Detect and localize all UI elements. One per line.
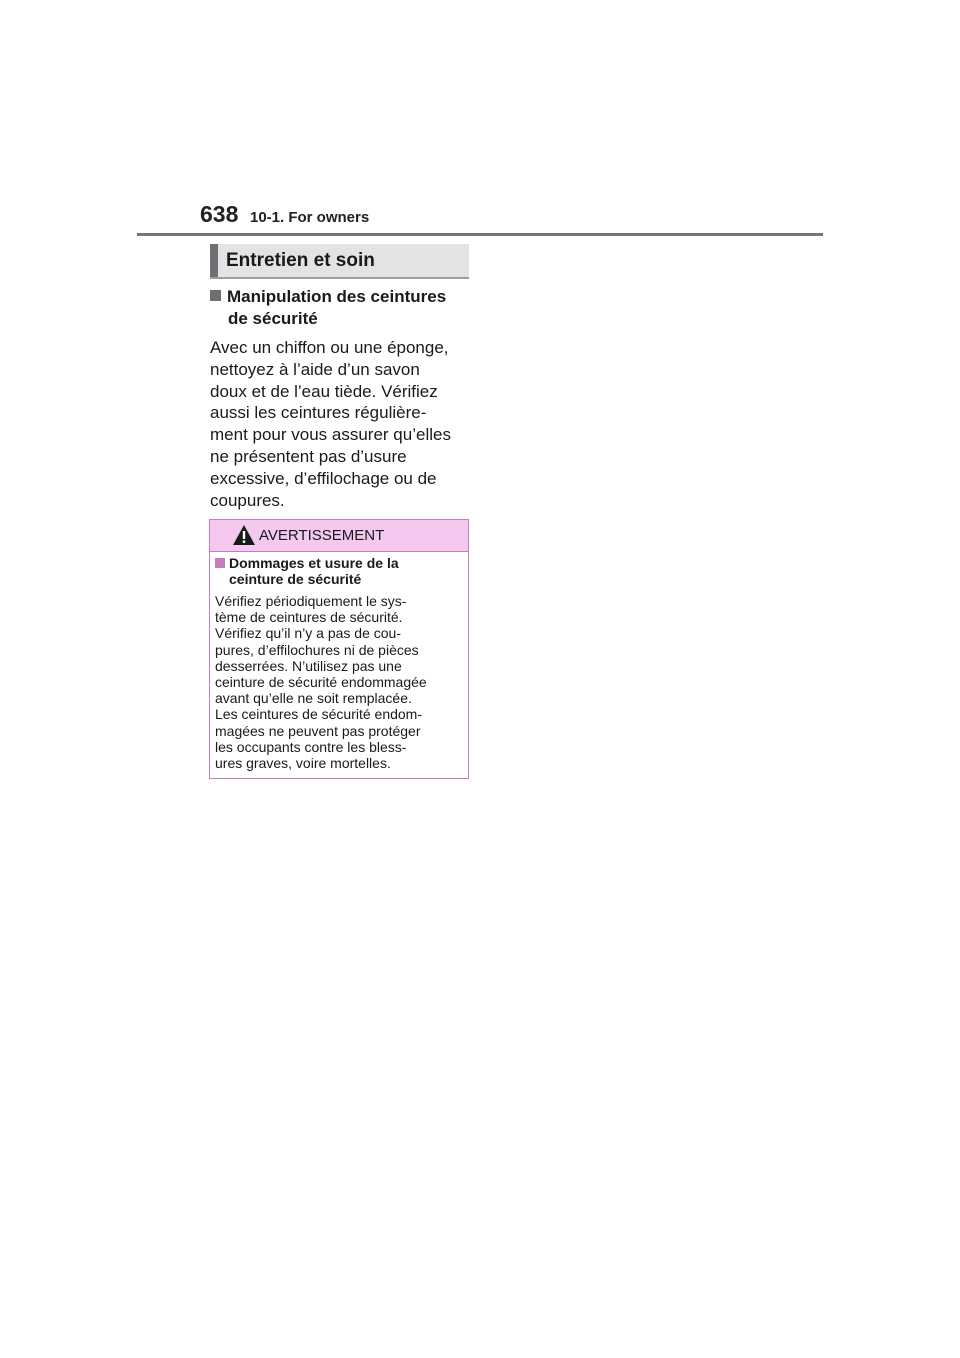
warning-header [210,520,468,552]
warning-heading-line2: ceinture de sécurité [229,571,362,587]
warning-heading-line1: Dommages et usure de la [229,555,399,571]
subsection-heading-line1: Manipulation des ceintures [227,287,447,306]
body-paragraph: Avec un chiffon ou une éponge, nettoyez à l’aide d’un savon doux et de l’eau tiède. Vérifiez aussi les ceintures régulière- ment pour vous assurer qu’elles ne présentent pas d’usure excessive, d’effilochage ou de coupures. [210,338,451,510]
warning-title: AVERTISSEMENT [259,527,385,544]
running-head: 10-1. For owners [250,209,370,226]
warning-box [209,519,469,779]
section-title [210,244,469,279]
header-rule [137,233,823,236]
page-number: 638 [200,201,239,227]
subsection-heading [210,286,472,330]
square-bullet-icon [210,290,221,301]
square-bullet-icon [215,558,225,568]
subsection-heading-line2: de sécurité [228,309,318,328]
warning-heading [215,555,399,587]
section-title-bar [210,244,218,277]
warning-text: Vérifiez périodiquement le sys- tème de ceintures de sécurité. Vérifiez qu’il n’y a pas de cou- pures, d’effilochures ni de pièces desserrées. N’utilisez pas une ceinture de sécurité endommagée avant qu’elle ne soit remplacée. Les ceintures de sécurité endom- magées ne peuvent pas protéger les occupants contre les bless- ures graves, voire mortelles. [215,593,427,772]
section-title-label: Entretien et soin [226,250,375,271]
warning-triangle-icon [232,524,256,546]
